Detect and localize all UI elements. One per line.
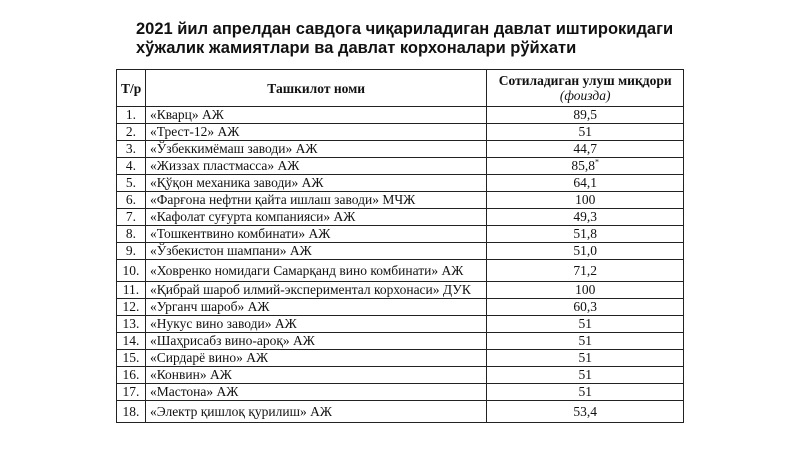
share-amount: 64,1: [573, 175, 598, 190]
organization-name: «Трест-12» АЖ: [145, 124, 486, 141]
table-row: [117, 243, 684, 260]
share-amount-cell: [487, 282, 684, 299]
footnote-mark: *: [595, 157, 600, 167]
organization-name: «Нукус вино заводи» АЖ: [145, 316, 486, 333]
row-number: 4.: [117, 158, 146, 175]
header-organization-name: Ташкилот номи: [145, 70, 486, 107]
share-amount: 51: [578, 384, 592, 399]
organization-name: «Жиззах пластмасса» АЖ: [145, 158, 486, 175]
table-row: [117, 350, 684, 367]
share-amount-cell: [487, 333, 684, 350]
table-header-row: [117, 70, 684, 107]
share-amount-cell: [487, 316, 684, 333]
header-share-unit: (фоизда): [559, 88, 611, 103]
share-amount: 100: [575, 192, 596, 207]
table-row: [117, 299, 684, 316]
row-number: 3.: [117, 141, 146, 158]
organization-name: «Қўқон механика заводи» АЖ: [145, 175, 486, 192]
share-amount: 85,8: [571, 158, 596, 173]
table-row: [117, 367, 684, 384]
share-amount-cell: [487, 299, 684, 316]
row-number: 15.: [117, 350, 146, 367]
share-amount-cell: [487, 158, 684, 175]
table-row: [117, 175, 684, 192]
share-amount: 71,2: [573, 263, 598, 278]
share-amount-cell: [487, 175, 684, 192]
share-amount: 51,0: [573, 243, 598, 258]
share-amount: 51: [578, 350, 592, 365]
row-number: 6.: [117, 192, 146, 209]
share-amount: 51: [578, 124, 592, 139]
share-amount-cell: [487, 243, 684, 260]
row-number: 11.: [117, 282, 146, 299]
share-amount: 51: [578, 333, 592, 348]
table-body: [117, 107, 684, 423]
row-number: 9.: [117, 243, 146, 260]
share-amount: 51: [578, 316, 592, 331]
companies-table: [116, 69, 684, 423]
share-amount-cell: [487, 107, 684, 124]
table-row: [117, 260, 684, 282]
document-title: [136, 20, 696, 58]
row-number: 14.: [117, 333, 146, 350]
table-row: [117, 333, 684, 350]
organization-name: «Кафолат суғурта компанияси» АЖ: [145, 209, 486, 226]
organization-name: «Сирдарё вино» АЖ: [145, 350, 486, 367]
table-row: [117, 209, 684, 226]
table-row: [117, 158, 684, 175]
organization-name: «Урганч шароб» АЖ: [145, 299, 486, 316]
share-amount: 49,3: [573, 209, 598, 224]
table-row: [117, 226, 684, 243]
table-row: [117, 107, 684, 124]
share-amount: 100: [575, 282, 596, 297]
table-row: [117, 141, 684, 158]
row-number: 5.: [117, 175, 146, 192]
share-amount: 89,5: [573, 107, 598, 122]
table-row: [117, 401, 684, 423]
table-row: [117, 316, 684, 333]
title-line-2: хўжалик жамиятлари ва давлат корхоналари рўйхати: [136, 39, 577, 57]
header-share-amount: [487, 70, 684, 107]
title-line-1: 2021 йил апрелдан савдога чиқариладиган давлат иштирокидаги: [136, 20, 674, 38]
row-number: 18.: [117, 401, 146, 423]
share-amount: 60,3: [573, 299, 598, 314]
organization-name: «Ўзбеккимёмаш заводи» АЖ: [145, 141, 486, 158]
share-amount-cell: [487, 350, 684, 367]
organization-name: «Мастона» АЖ: [145, 384, 486, 401]
row-number: 10.: [117, 260, 146, 282]
table-row: [117, 124, 684, 141]
header-share-label: Сотиладиган улуш миқдори: [498, 73, 672, 88]
organization-name: «Қибрай шароб илмий-экспериментал корхонаси» ДУК: [145, 282, 486, 299]
share-amount-cell: [487, 367, 684, 384]
organization-name: «Ховренко номидаги Самарқанд вино комбинати» АЖ: [145, 260, 486, 282]
share-amount-cell: [487, 384, 684, 401]
organization-name: «Кварц» АЖ: [145, 107, 486, 124]
table-row: [117, 282, 684, 299]
row-number: 13.: [117, 316, 146, 333]
organization-name: «Конвин» АЖ: [145, 367, 486, 384]
row-number: 17.: [117, 384, 146, 401]
row-number: 2.: [117, 124, 146, 141]
header-number: Т/р: [117, 70, 146, 107]
share-amount-cell: [487, 192, 684, 209]
share-amount-cell: [487, 401, 684, 423]
share-amount-cell: [487, 260, 684, 282]
share-amount-cell: [487, 124, 684, 141]
row-number: 8.: [117, 226, 146, 243]
organization-name: «Электр қишлоқ қурилиш» АЖ: [145, 401, 486, 423]
row-number: 16.: [117, 367, 146, 384]
organization-name: «Шаҳрисабз вино-ароқ» АЖ: [145, 333, 486, 350]
share-amount-cell: [487, 141, 684, 158]
share-amount: 51: [578, 367, 592, 382]
share-amount: 51,8: [573, 226, 598, 241]
organization-name: «Ўзбекистон шампани» АЖ: [145, 243, 486, 260]
table-row: [117, 192, 684, 209]
organization-name: «Фарғона нефтни қайта ишлаш заводи» МЧЖ: [145, 192, 486, 209]
share-amount-cell: [487, 209, 684, 226]
share-amount: 53,4: [573, 404, 598, 419]
row-number: 7.: [117, 209, 146, 226]
organization-name: «Тошкентвино комбинати» АЖ: [145, 226, 486, 243]
row-number: 1.: [117, 107, 146, 124]
row-number: 12.: [117, 299, 146, 316]
share-amount: 44,7: [573, 141, 598, 156]
table-row: [117, 384, 684, 401]
share-amount-cell: [487, 226, 684, 243]
